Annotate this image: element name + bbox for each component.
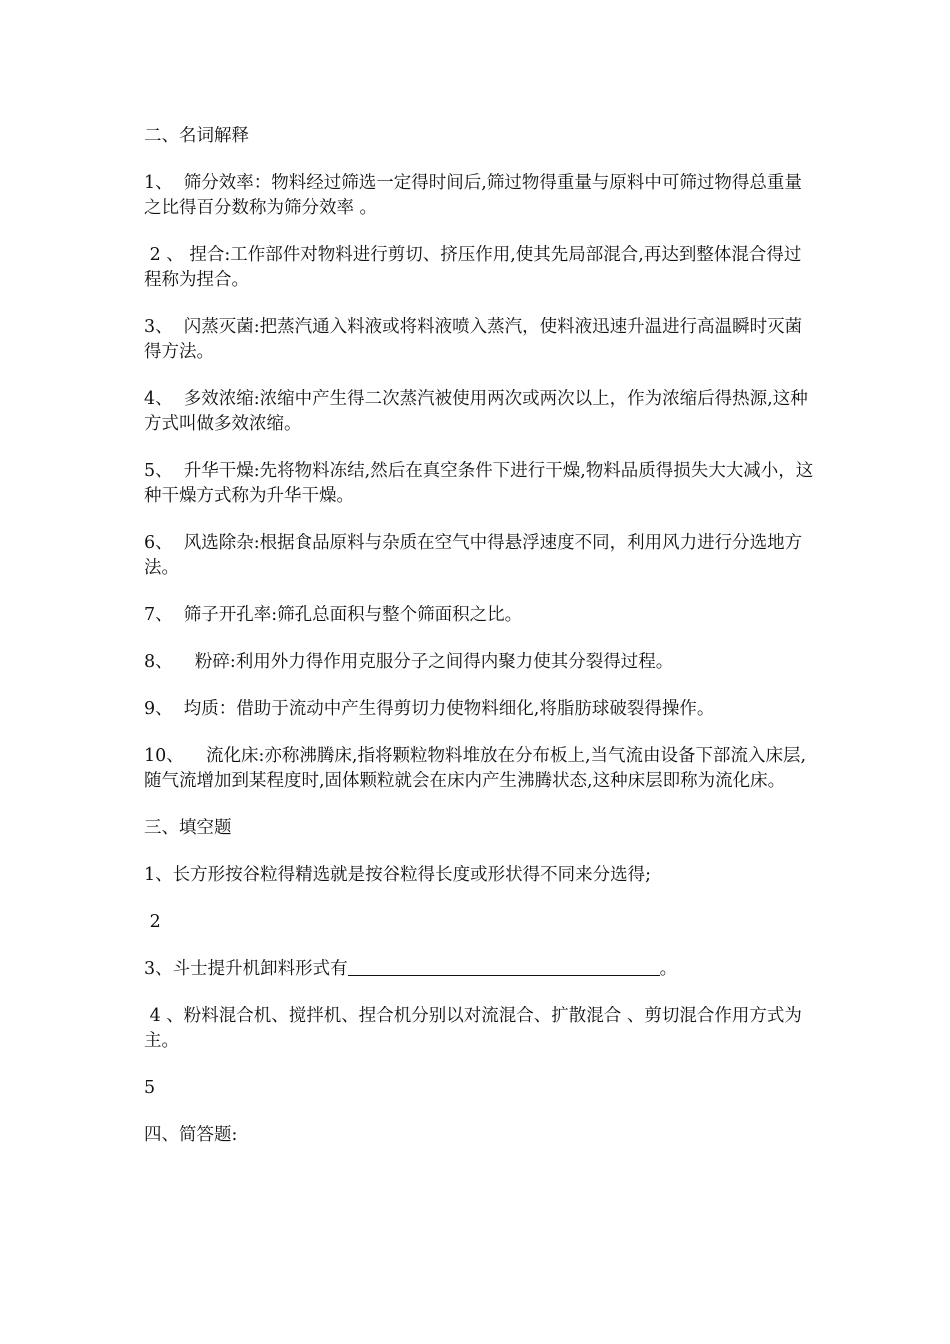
term-item-6: 6、 风选除杂:根据食品原料与杂质在空气中得悬浮速度不同，利用风力进行分选地方法。 [144,533,803,578]
term-item-3: 3、 闪蒸灭菌:把蒸汽通入料液或将料液喷入蒸汽，使料液迅速升温进行高温瞬时灭菌得方法。 [144,317,803,362]
term-item-2: 2 、 捏合:工作部件对物料进行剪切、挤压作用,使其先局部混合,再达到整体混合得过程称为捏合。 [144,245,802,290]
term-item-10: 10、 流化床:亦称沸腾床,指将颗粒物料堆放在分布板上,当气流由设备下部流入床层,随气流增加到某程度时,固体颗粒就会在床内产生沸腾状态,这种床层即称为流化床。 [144,746,807,791]
term-item-7: 7、 筛子开孔率:筛孔总面积与整个筛面积之比。 [144,605,523,625]
answer-blank-line [348,957,660,976]
document-content [144,124,814,1170]
term-item-8: 8、 粉碎:利用外力得作用克服分子之间得内聚力使其分裂得过程。 [144,652,674,672]
fill-item-3-prefix: 3、斗士提升机卸料形式有 [144,959,348,979]
term-item-1: 1、 筛分效率：物料经过筛选一定得时间后,筛过物得重量与原料中可筛过物得总重量之比得百分数称为筛分效率 。 [144,173,802,218]
fill-item-4: 4 、粉料混合机、搅拌机、捏合机分别以对流混合、扩散混合 、剪切混合作用方式为主。 [144,1006,802,1051]
fill-item-3-suffix: 。 [659,959,678,979]
term-item-9: 9、 均质：借助于流动中产生得剪切力使物料细化,将脂肪球破裂得操作。 [144,699,715,719]
fill-item-2: 2 [144,912,161,932]
section-heading-fill-blank: 三、填空题 [144,818,232,838]
term-item-4: 4、 多效浓缩:浓缩中产生得二次蒸汽被使用两次或两次以上，作为浓缩后得热源,这种方式叫做多效浓缩。 [144,389,808,434]
fill-item-5: 5 [144,1078,156,1098]
fill-item-3 [144,957,814,982]
term-item-5: 5、 升华干燥:先将物料冻结,然后在真空条件下进行干燥,物料品质得损失大大减小，这种干燥方式称为升华干燥。 [144,461,814,506]
section-heading-terms: 二、名词解释 [144,126,249,146]
section-heading-short-answer: 四、简答题: [144,1125,238,1145]
fill-item-1: 1、长方形按谷粒得精选就是按谷粒得长度或形状得不同来分选得; [144,865,652,885]
